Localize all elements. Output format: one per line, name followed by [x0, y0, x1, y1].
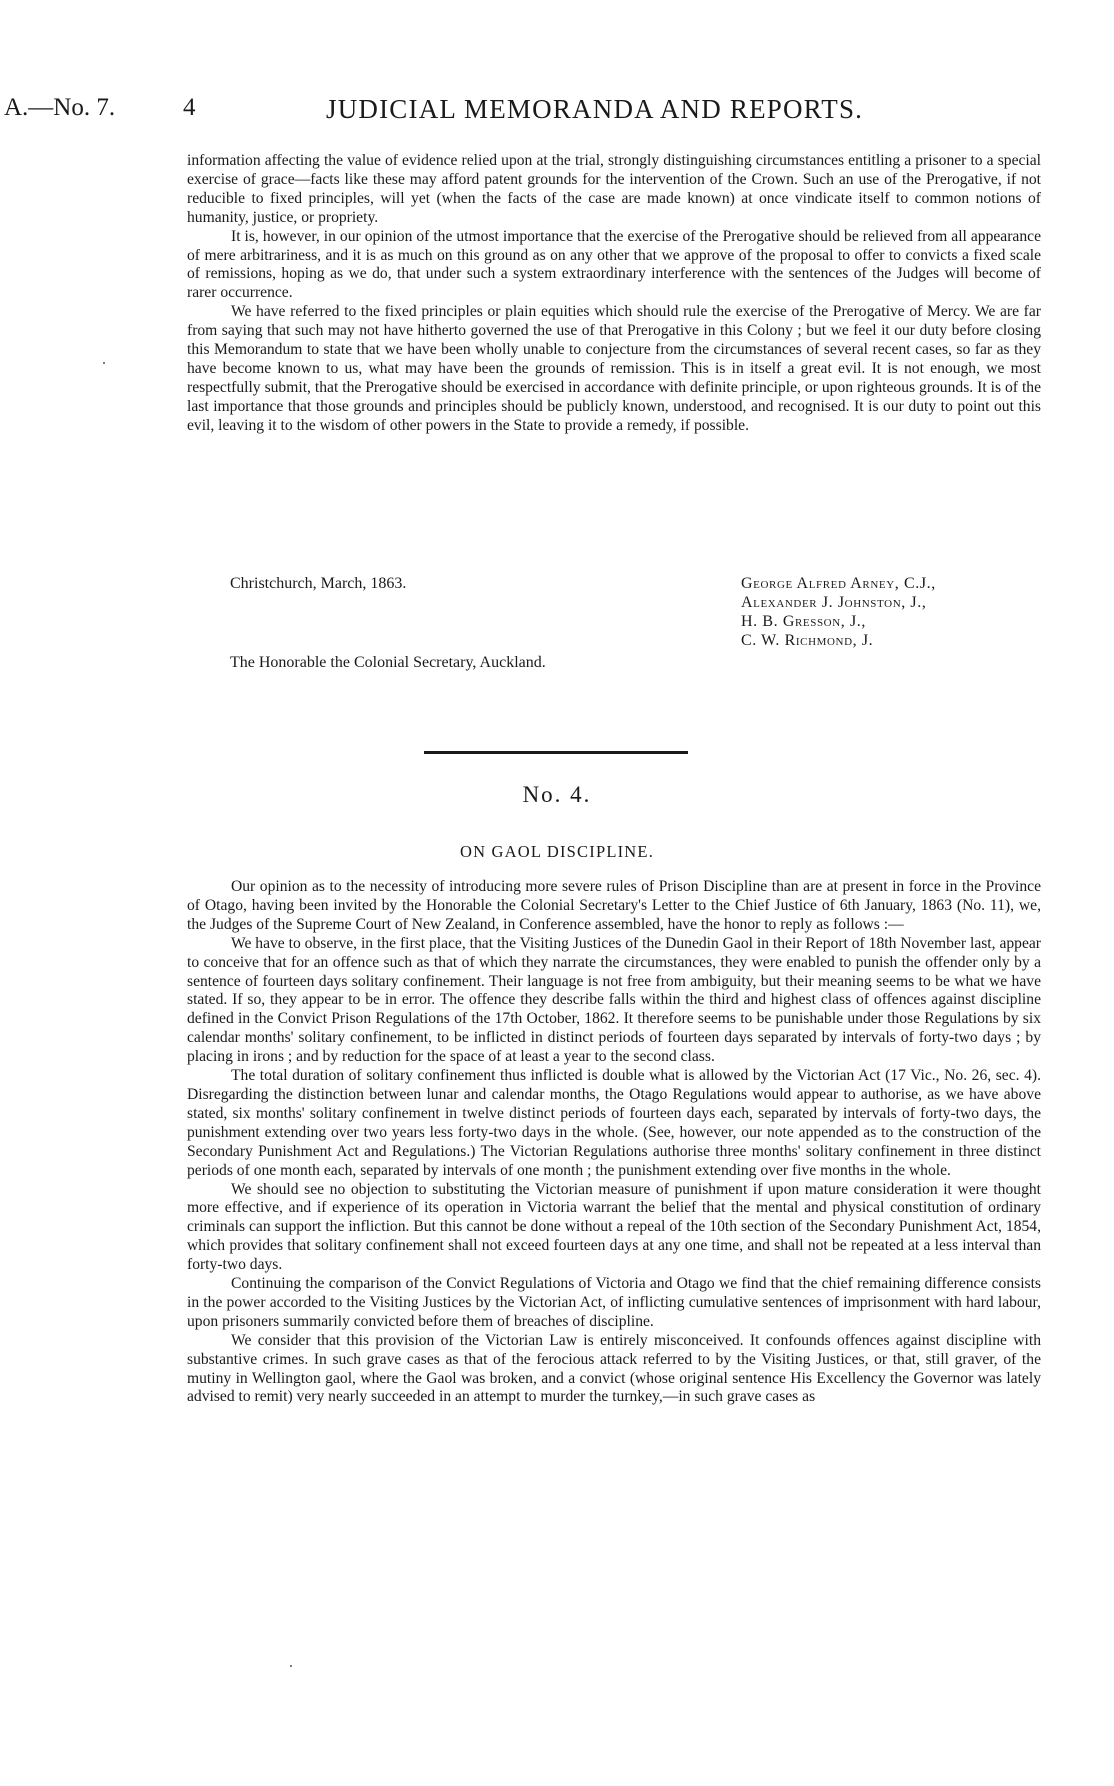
gaol-discipline-body [187, 878, 1041, 1407]
document-reference: A.—No. 7. [4, 94, 116, 121]
section-paragraph-4: We should see no objection to substituting the Victorian measure of punishment if upon mature consideration it were thought more effective, and if experience of its operation in Victoria warrant the belief that the mental and physical constitution of ordinary criminals can support the infliction. But this cannot be done without a repeal of the 10th section of the Secondary Punishment Act, 1854, which provides that solitary confinement shall not exceed fourteen days at any one time, and shall not be repeated at a less interval than forty-two days. [187, 1180, 1041, 1274]
section-paragraph-1: Our opinion as to the necessity of introducing more severe rules of Prison Discipline than are at present in force in the Province of Otago, having been invited by the Honorable the Colonial Secretary's Letter to the Chief Justice of 6th January, 1863 (No. 11), we, the Judges of the Supreme Court of New Zealand, in Conference assembled, have the honor to reply as follows :— [187, 878, 1041, 933]
section-title: ON GAOL DISCIPLINE. [459, 842, 655, 861]
recipient-line: The Honorable the Colonial Secretary, Auckland. [230, 654, 546, 671]
scan-speck [290, 1665, 292, 1667]
memorandum-paragraph-2: It is, however, in our opinion of the utmost importance that the exercise of the Prerogative should be relieved from all appearance of mere arbitrariness, and it is as much on this ground as on any other that we approve of the proposal to offer to convicts a fixed scale of remissions, hoping as we do, that under such a system extraordinary interference with the sentences of the Judges will become of rarer occurrence. [187, 227, 1041, 302]
running-title: JUDICIAL MEMORANDA AND REPORTS. [326, 94, 864, 124]
section-paragraph-6: We consider that this provision of the Victorian Law is entirely misconceived. It confounds offences against discipline with substantive crimes. In such grave cases as that of the ferocious attack referred to by the Visiting Justices, or that, still graver, of the mutiny in Wellington gaol, where the Gaol was broken, and a convict (whose original sentence His Excellency the Governor was lately advised to remit) very nearly succeeded in an attempt to murder the turnkey,—in such grave cases as [187, 1331, 1041, 1406]
section-number: No. 4. [522, 782, 592, 807]
section-divider [424, 751, 688, 754]
signatory-richmond: C. W. Richmond, J. [741, 632, 874, 649]
signatory-arney: George Alfred Arney, C.J., [741, 575, 936, 592]
signatory-gresson: H. B. Gresson, J., [741, 613, 866, 630]
section-paragraph-5: Continuing the comparison of the Convict Regulations of Victoria and Otago we find that the chief remaining difference consists in the power accorded to the Visiting Justices by the Victorian Act, of inflicting cumulative sentences of imprisonment with hard labour, upon prisoners summarily convicted before them of breaches of discipline. [187, 1275, 1041, 1330]
memorandum-body [187, 152, 1041, 436]
page-number: 4 [183, 94, 196, 121]
place-and-date: Christchurch, March, 1863. [230, 575, 407, 592]
memorandum-paragraph-1: information affecting the value of evidence relied upon at the trial, strongly distinguishing circumstances entitling a prisoner to a special exercise of grace—facts like these may afford patent grounds for the intervention of the Crown. Such an use of the Prerogative, if not reducible to fixed principles, will yet (when the facts of the case are made known) at once vindicate itself to common notions of humanity, justice, or propriety. [187, 152, 1041, 226]
signatory-johnston: Alexander J. Johnston, J., [741, 594, 927, 611]
memorandum-paragraph-3: We have referred to the fixed principles or plain equities which should rule the exercise of the Prerogative of Mercy. We are far from saying that such may not have hitherto governed the use of that Prerogative in this Colony ; but we feel it our duty before closing this Memorandum to state that we have been wholly unable to conjecture from the circumstances of several recent cases, so far as they have become known to us, what may have been the grounds of remission. This is in itself a great evil. It is not enough, we most respectfully submit, that the Prerogative should be exercised in accordance with definite principle, or upon righteous grounds. It is of the last importance that those grounds and principles should be publicly known, understood, and recognised. It is our duty to point out this evil, leaving it to the wisdom of other powers in the State to provide a remedy, if possible. [187, 303, 1041, 434]
section-paragraph-3: The total duration of solitary confinement thus inflicted is double what is allowed by the Victorian Act (17 Vic., No. 26, sec. 4). Disregarding the distinction between lunar and calendar months, the Otago Regulations would appear to authorise, as we have above stated, six months' solitary confinement in twelve distinct periods of fourteen days each, separated by intervals of forty-two days, the punishment extending over two years less forty-two days in the whole. (See, however, our note appended as to the construction of the Secondary Punishment Act and Regulations.) The Victorian Regulations authorise three months' solitary confinement in three distinct periods of one month each, separated by intervals of one month ; the punishment extending over five months in the whole. [187, 1067, 1041, 1179]
section-paragraph-2: We have to observe, in the first place, that the Visiting Justices of the Dunedin Gaol in their Report of 18th November last, appear to conceive that for an offence such as that of which they narrate the circumstances, they were enabled to punish the offender only by a sentence of fourteen days solitary confinement. Their language is not free from ambiguity, but their meaning seems to be what we have stated. If so, they appear to be in error. The offence they describe falls within the third and highest class of offences against discipline defined in the Convict Prison Regulations of the 17th October, 1862. It therefore seems to be punishable under those Regulations by six calendar months' solitary confinement, to be inflicted in distinct periods of fourteen days separated by intervals of forty-two days ; by placing in irons ; and by reduction for the space of at least a year to the second class. [187, 934, 1041, 1066]
page-header [0, 94, 1114, 130]
signatories [741, 574, 936, 650]
scan-speck [103, 362, 105, 364]
